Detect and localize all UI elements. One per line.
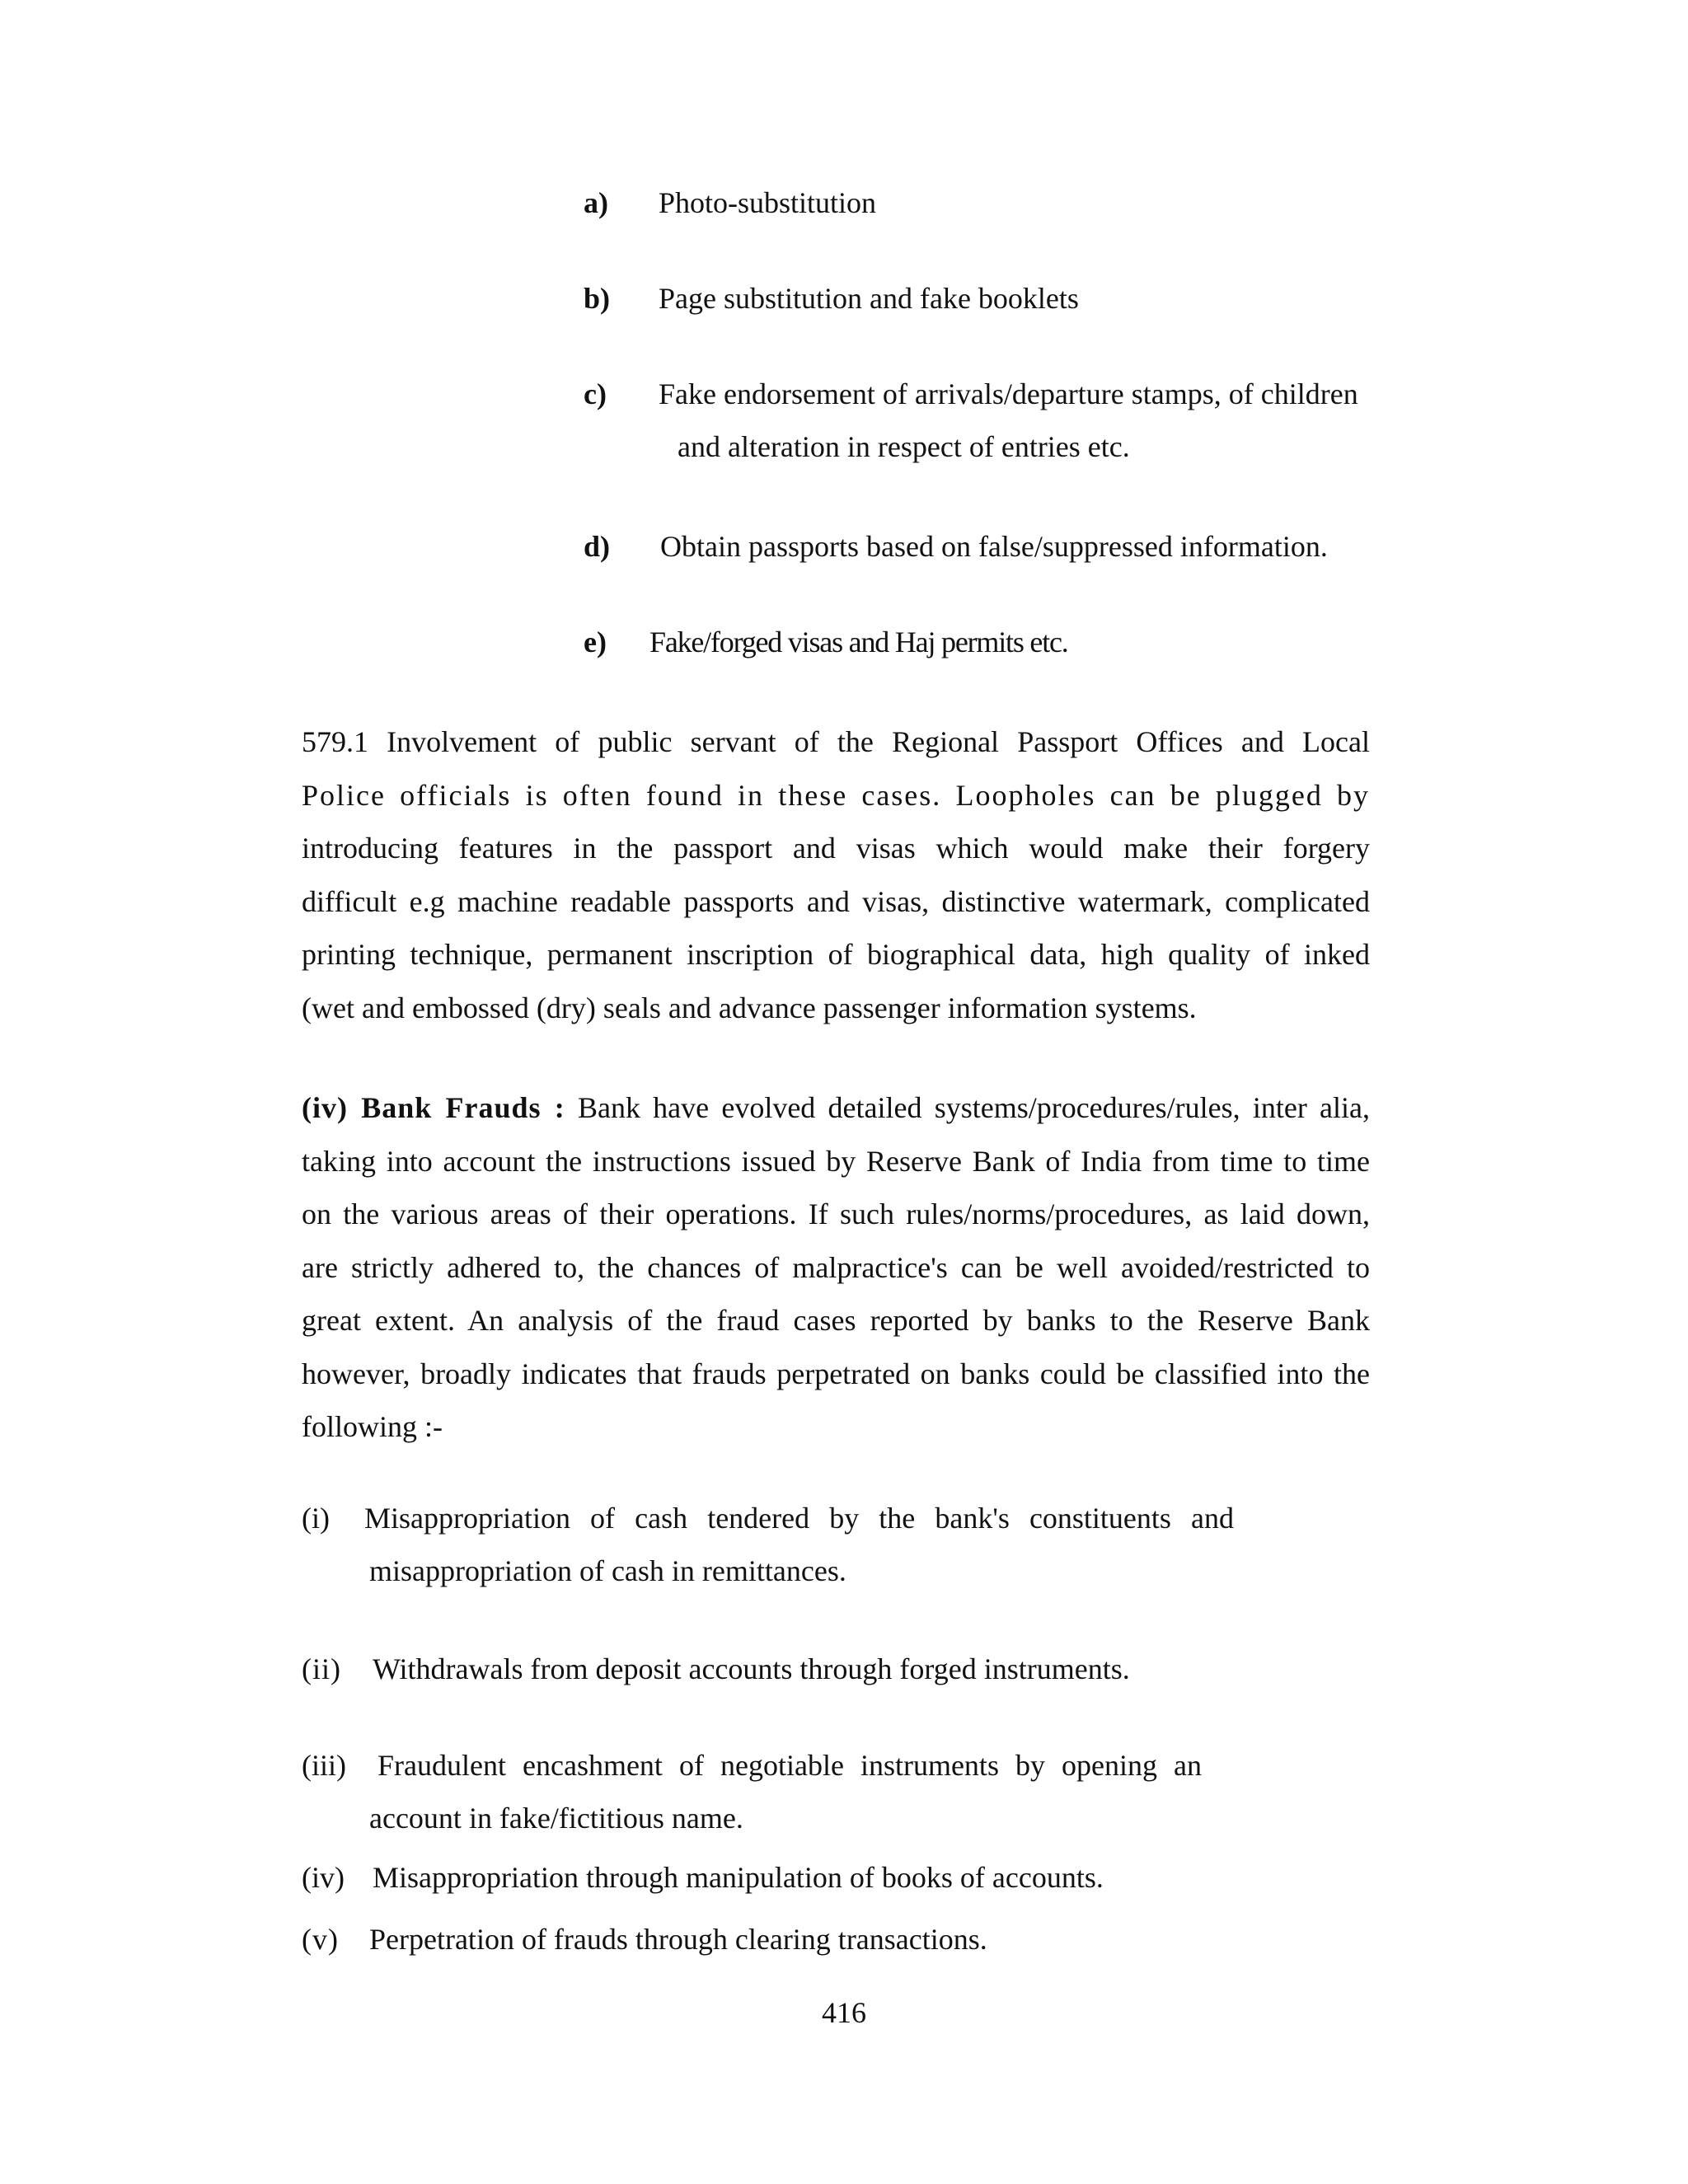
list-item-label: e) [584, 626, 607, 658]
list-item-text: Perpetration of frauds through clearing transactions. [369, 1923, 987, 1956]
paragraph-line-first [302, 1081, 1370, 1135]
list-item-text: Withdrawals from deposit accounts through forged instruments. [373, 1652, 1130, 1685]
paragraph-line: Bank have evolved detailed systems/procedures/rules, inter alia, [577, 1091, 1370, 1124]
paragraph-line: are strictly adhered to, the chances of malpractice's can be well avoided/restricted to [302, 1250, 1370, 1284]
paragraph-line: following :- [302, 1410, 443, 1443]
paragraph-line: great extent. An analysis of the fraud cases reported by banks to the Reserve Bank [302, 1304, 1370, 1337]
list-item-label: (i) [302, 1502, 330, 1535]
list-item-text: Photo-substitution [659, 186, 877, 219]
list-item-label: a) [584, 186, 608, 219]
list-item-text: Obtain passports based on false/suppressed information. [660, 530, 1328, 563]
list-item-text: Fraudulent encashment of negotiable instruments by opening an [377, 1749, 1202, 1782]
list-item-text: Page substitution and fake booklets [659, 282, 1079, 315]
list-item-text-continued: and alteration in respect of entries etc. [678, 430, 1130, 463]
page-number: 416 [822, 1996, 866, 2029]
paragraph-line: 579.1 Involvement of public servant of the Regional Passport Offices and Local [302, 725, 1370, 758]
list-item-label: (v) [302, 1923, 339, 1956]
paragraph-line: Police officials is often found in these cases. Loopholes can be plugged by [302, 778, 1370, 812]
list-item-text-continued: misappropriation of cash in remittances. [369, 1554, 846, 1587]
list-item-text: Misappropriation of cash tendered by the bank's constituents and [364, 1502, 1234, 1535]
paragraph-line: taking into account the instructions issued by Reserve Bank of India from time to time [302, 1144, 1370, 1178]
paragraph-line: introducing features in the passport and visas which would make their forgery [302, 832, 1370, 865]
list-item-text: Fake endorsement of arrivals/departure stamps, of children [659, 377, 1358, 410]
paragraph-line: on the various areas of their operations. If such rules/norms/procedures, as laid down, [302, 1197, 1370, 1230]
list-item-label: c) [584, 377, 607, 410]
paragraph-579-1 [302, 715, 1370, 1034]
paragraph-line: however, broadly indicates that frauds perpetrated on banks could be classified into the [302, 1357, 1370, 1390]
list-item-text: Fake/forged visas and Haj permits etc. [649, 626, 1068, 658]
paragraph-line: (wet and embossed (dry) seals and advance passenger information systems. [302, 991, 1197, 1024]
list-item-label: (iv) [302, 1861, 345, 1894]
list-item-label: (ii) [302, 1652, 341, 1685]
list-item-text: Misappropriation through manipulation of books of accounts. [373, 1861, 1104, 1894]
list-item-label: (iii) [302, 1749, 346, 1782]
paragraph-line: printing technique, permanent inscription of biographical data, high quality of inked [302, 938, 1370, 971]
section-heading: (iv) Bank Frauds : [302, 1091, 565, 1124]
list-item-label: b) [584, 282, 611, 315]
paragraph-bank-frauds [302, 1081, 1370, 1454]
list-item-text-continued: account in fake/fictitious name. [369, 1802, 743, 1835]
list-item-label: d) [584, 530, 611, 563]
paragraph-line: difficult e.g machine readable passports and visas, distinctive watermark, complicated [302, 884, 1370, 918]
